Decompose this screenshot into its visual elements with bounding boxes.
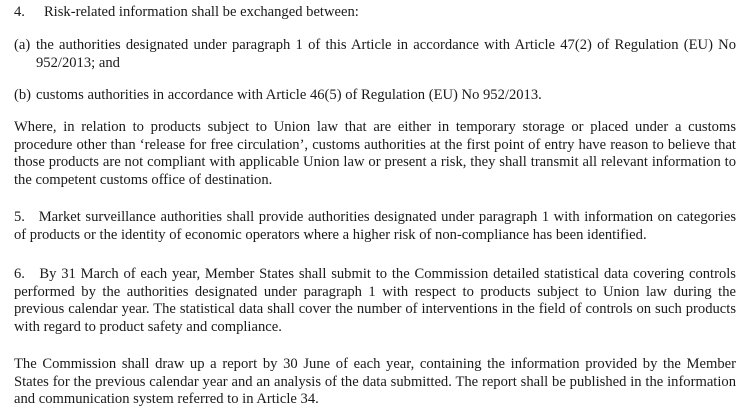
paragraph-number: 5. [14,209,25,225]
list-item-text: the authorities designated under paragraph 1 of this Article in accordance with Article 47(2) of Regulation (EU) No 952/2013; and [36,37,736,71]
paragraph-6-continuation: The Commission shall draw up a report by 30 June of each year, containing the information provided by the Member States for the previous calendar year and an analysis of the data submitted. The report shall be published in the information and communication system referred to in Article 34. [14,356,736,408]
list-item-label: (a) [14,37,31,53]
paragraph-text: Market surveillance authorities shall provide authorities designated under paragraph 1 with information on categories of products or the identity of economic operators where a higher risk of non-compliance has been identified. [14,209,736,243]
paragraph-6 [14,266,736,336]
list-item-b [14,87,736,105]
paragraph-4-continuation: Where, in relation to products subject to Union law that are either in temporary storage or placed under a customs procedure other than ‘release for free circulation’, customs authorities at the first point of entry have reason to believe that those products are not compliant with applicable Union law or present a risk, they shall transmit all relevant information to the competent customs office of destination. [14,119,736,188]
list-item-text: customs authorities in accordance with Article 46(5) of Regulation (EU) No 952/2013. [36,87,542,103]
paragraph-5 [14,209,736,244]
paragraph-number: 6. [14,266,25,282]
paragraph-number: 4. [14,4,25,20]
paragraph-text: By 31 March of each year, Member States shall submit to the Commission detailed statistical data covering controls performed by the authorities designated under paragraph 1 with respect to products subject to Union law during the previous calendar year. The statistical data shall cover the number of interventions in the field of controls on such products with regard to product safety and compliance. [14,266,736,335]
paragraph-text: Risk-related information shall be exchanged between: [43,4,359,20]
paragraph-4 [14,4,736,22]
list-item-label: (b) [14,87,32,103]
list-item-a [14,37,736,72]
